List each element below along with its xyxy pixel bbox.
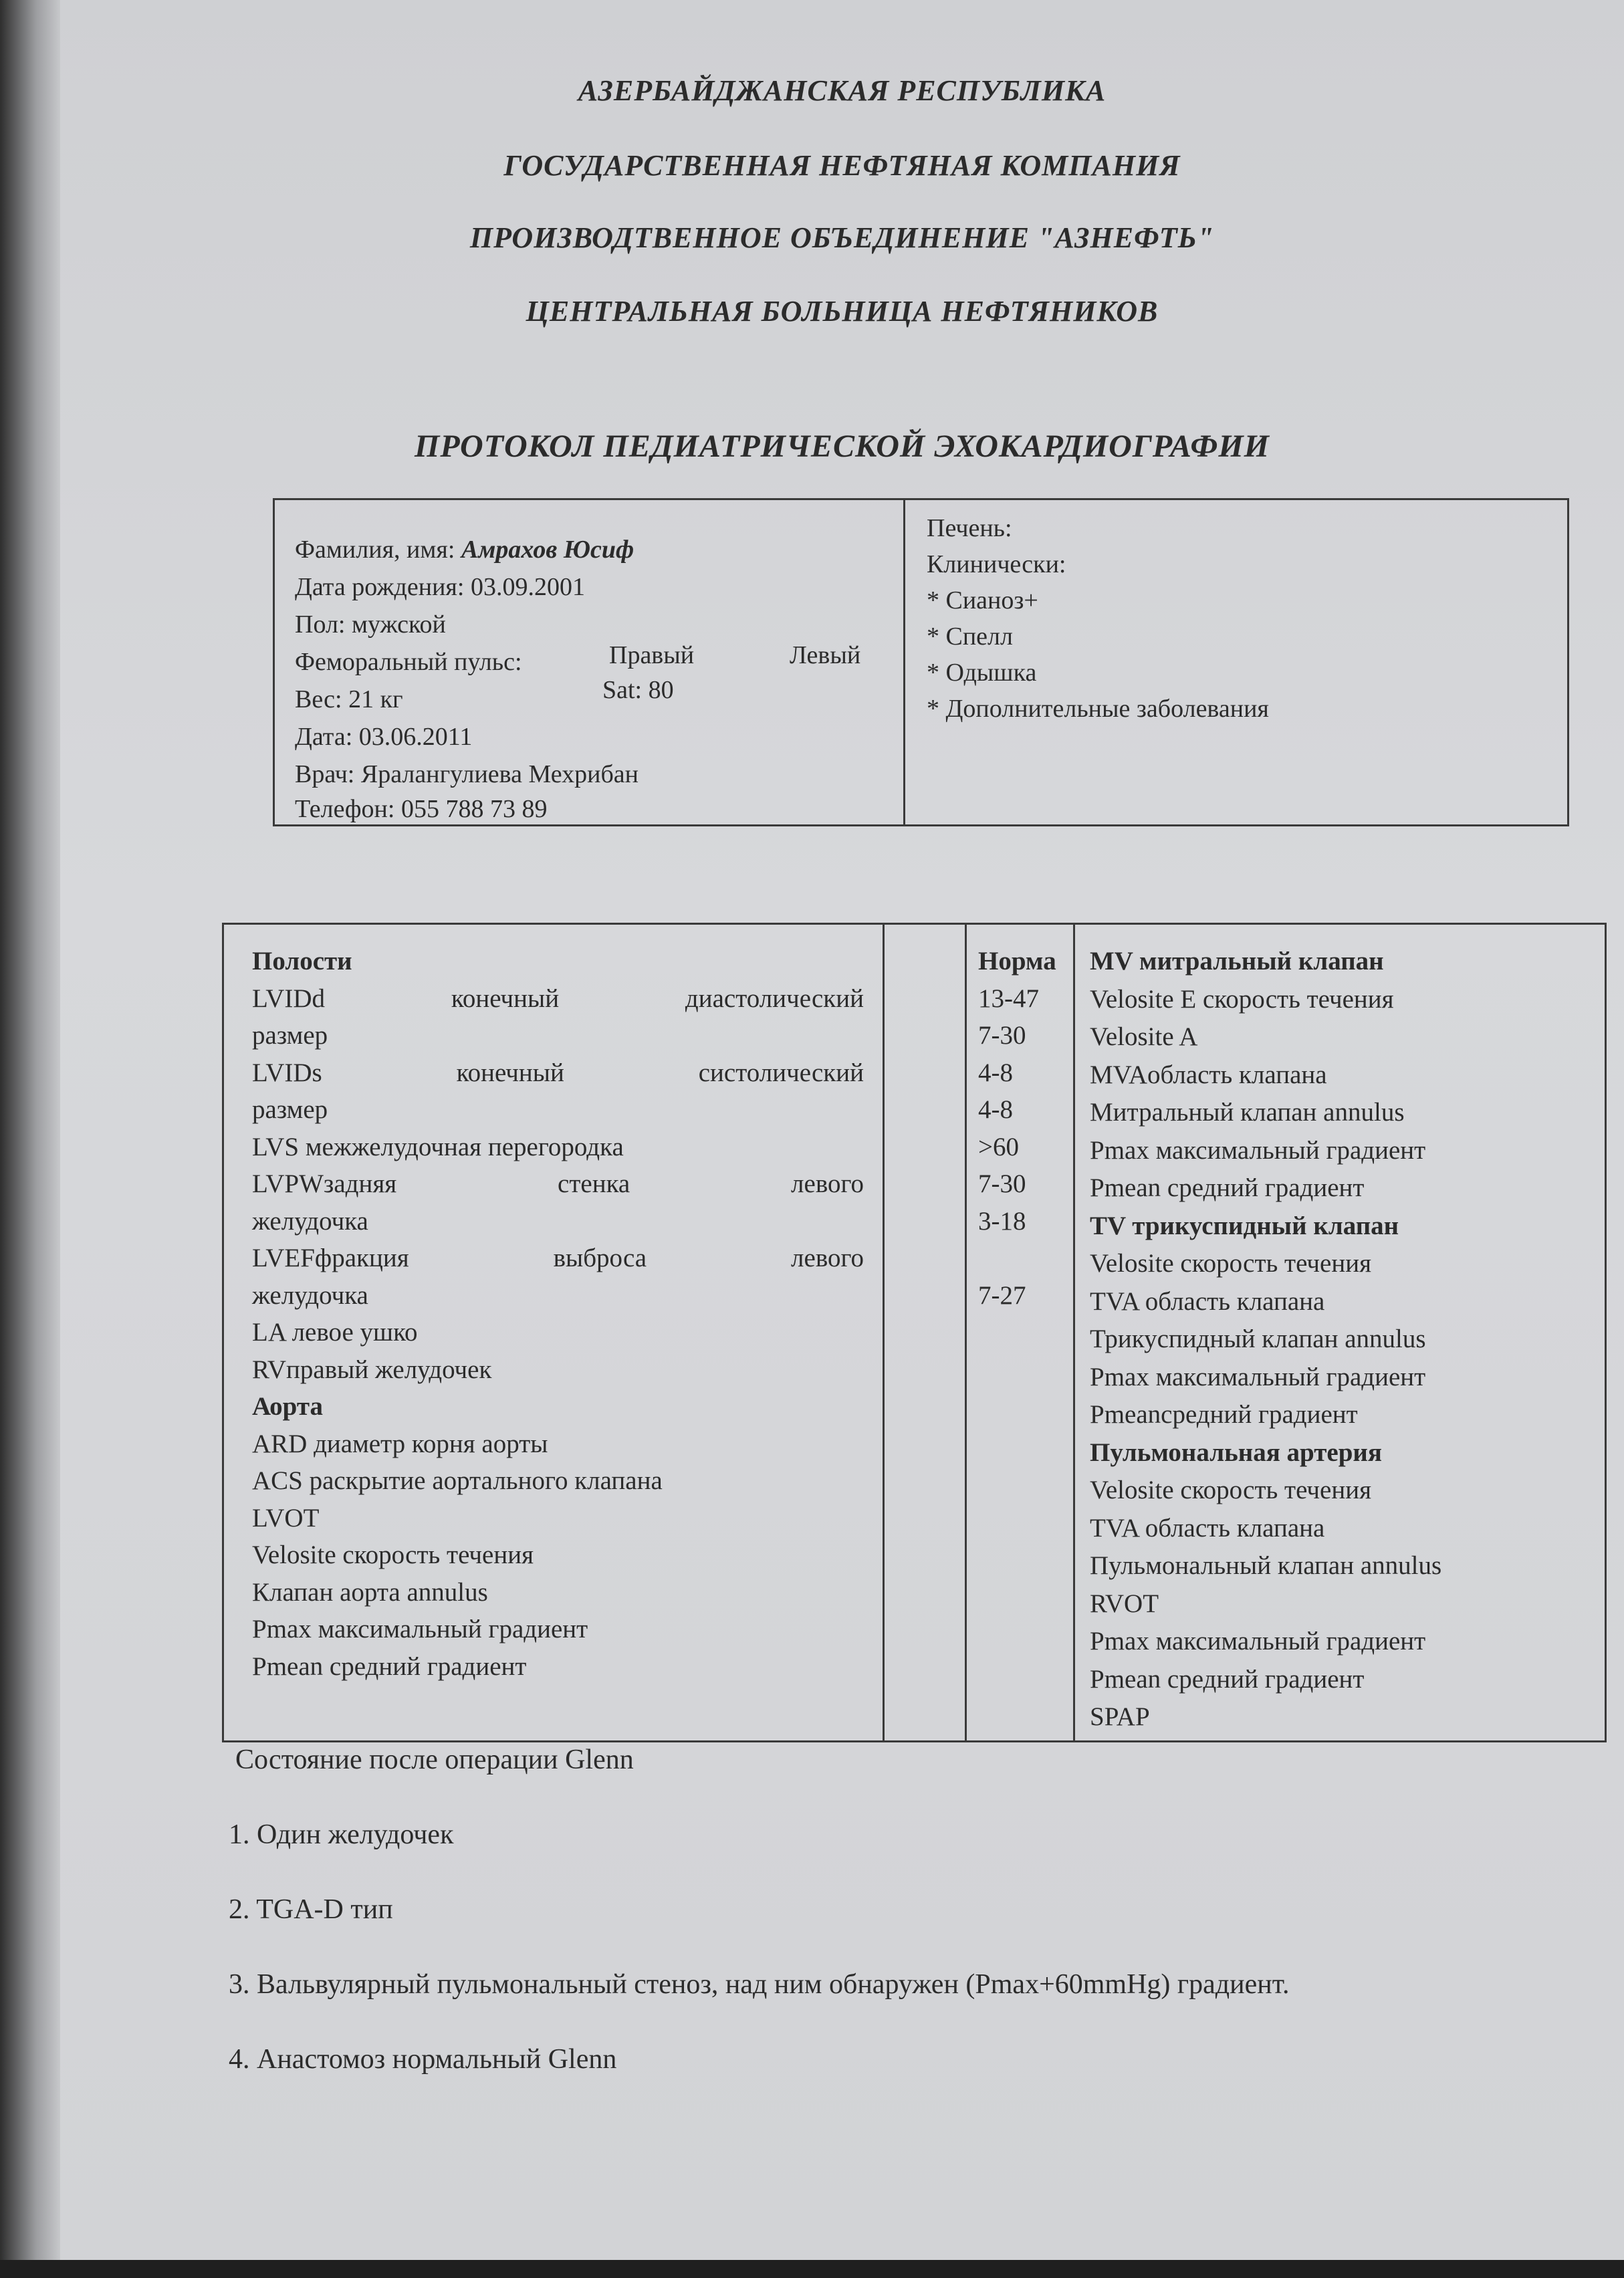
- patient-pulse-right: Правый: [609, 641, 695, 669]
- table-col-divider: [883, 925, 885, 1740]
- clinical-item: * Одышка: [927, 659, 1037, 687]
- table-row-label: LVS межжелудочная перегородка: [252, 1132, 624, 1161]
- table-section-heading: Пульмональная артерия: [1090, 1438, 1382, 1467]
- page-shadow-edge: [0, 0, 60, 2278]
- patient-sex: Пол: мужской: [295, 610, 446, 639]
- clinical-item: * Спелл: [927, 622, 1013, 651]
- norm-value: 7-30: [978, 1169, 1026, 1198]
- page-bottom-edge: [0, 2260, 1624, 2278]
- norm-value: 3-18: [978, 1206, 1026, 1236]
- table-row-label-word: LVEFфракция: [252, 1244, 409, 1272]
- table-section-heading: Аорта: [252, 1392, 323, 1421]
- echo-measurements-table: [222, 923, 1607, 1742]
- table-row-label: ACS раскрытие аортального клапана: [252, 1466, 663, 1495]
- patient-dob: Дата рождения: 03.09.2001: [295, 573, 585, 601]
- table-row-label: [252, 1243, 864, 1273]
- patient-name-label: Фамилия, имя:: [295, 536, 461, 564]
- document-page: [60, 0, 1624, 2260]
- header-hospital: ЦЕНТРАЛЬНАЯ БОЛЬНИЦА НЕФТЯНИКОВ: [526, 295, 1159, 328]
- table-row-label-word: систолический: [698, 1058, 864, 1087]
- header-country: АЗЕРБАЙДЖАНСКАЯ РЕСПУБЛИКА: [578, 74, 1107, 107]
- conclusion-intro: Состояние после операции Glenn: [235, 1744, 634, 1775]
- norm-value: 7-30: [978, 1021, 1026, 1050]
- table-row-label: [252, 1169, 864, 1199]
- table-row-label-word: конечный: [451, 984, 560, 1013]
- norm-value: 4-8: [978, 1095, 1013, 1124]
- table-row-label: RVOT: [1090, 1589, 1159, 1618]
- table-row-label-word: выброса: [553, 1244, 647, 1272]
- patient-pulse-label: Феморальный пульс:: [295, 648, 522, 676]
- table-row-label-word: стенка: [558, 1169, 630, 1198]
- patient-weight: Вес: 21 кг: [295, 685, 403, 713]
- table-row-label: Pmean средний градиент: [1090, 1173, 1365, 1202]
- conclusion-item: 4. Анастомоз нормальный Glenn: [229, 2044, 617, 2075]
- table-row-label: RVправый желудочек: [252, 1355, 492, 1384]
- norm-header: Норма: [978, 947, 1056, 976]
- table-row-label: Pmax максимальный градиент: [1090, 1627, 1426, 1656]
- clinical-label: Клинически:: [927, 550, 1066, 578]
- table-row-label: Клапан аорта annulus: [252, 1577, 488, 1607]
- table-row-label: Pmax максимальный градиент: [1090, 1362, 1426, 1391]
- table-row-label-word: LVIDd: [252, 984, 326, 1013]
- table-col-divider: [1073, 925, 1075, 1740]
- table-row-label: размер: [252, 1021, 328, 1050]
- patient-name-value: Амрахов Юсиф: [461, 536, 634, 564]
- patient-phone: Телефон: 055 788 73 89: [295, 795, 548, 823]
- table-row-label-word: LVPWзадняя: [252, 1169, 397, 1198]
- table-section-heading: Полости: [252, 947, 352, 976]
- clinical-item: * Сианоз+: [927, 586, 1038, 614]
- table-row-label: размер: [252, 1095, 328, 1124]
- table-row-label: LA левое ушко: [252, 1318, 418, 1347]
- table-row-label: Velosite скорость течения: [1090, 1249, 1372, 1278]
- table-row-label: [252, 984, 864, 1014]
- table-row-label-word: LVIDs: [252, 1058, 322, 1087]
- table-row-label: ARD диаметр корня аорты: [252, 1429, 548, 1458]
- patient-exam-date: Дата: 03.06.2011: [295, 723, 473, 751]
- patient-name: [295, 535, 634, 564]
- protocol-title: ПРОТОКОЛ ПЕДИАТРИЧЕСКОЙ ЭХОКАРДИОГРАФИИ: [415, 429, 1270, 464]
- table-row-label: Velosite скорость течения: [1090, 1476, 1372, 1504]
- table-row-label: SPAP: [1090, 1702, 1150, 1731]
- table-row-label: Пульмональный клапан annulus: [1090, 1551, 1442, 1580]
- patient-pulse-left: Левый: [790, 641, 861, 669]
- table-row-label: Pmax максимальный градиент: [1090, 1135, 1426, 1165]
- table-row-label: Трикуспидный клапан annulus: [1090, 1325, 1426, 1353]
- table-row-label-word: левого: [791, 1244, 864, 1272]
- table-row-label: Velosite скорость течения: [252, 1541, 534, 1569]
- norm-value: 7-27: [978, 1280, 1026, 1310]
- patient-sat: Sat: 80: [602, 676, 674, 704]
- table-row-label: Pmean средний градиент: [1090, 1664, 1365, 1694]
- table-row-label-word: левого: [791, 1169, 864, 1198]
- norm-value: 4-8: [978, 1058, 1013, 1087]
- table-row-label: Velosite A: [1090, 1022, 1198, 1051]
- table-row-label: LVOT: [252, 1503, 320, 1532]
- conclusion-item: 3. Вальвулярный пульмональный стеноз, над ним обнаружен (Pmax+60mmHg) градиент.: [229, 1969, 1290, 2000]
- clinical-liver: Печень:: [927, 514, 1012, 542]
- table-row-label: TVA область клапана: [1090, 1286, 1325, 1316]
- norm-value: 13-47: [978, 984, 1039, 1013]
- table-section-heading: TV трикуспидный клапан: [1090, 1211, 1399, 1240]
- table-row-label: [252, 1058, 864, 1088]
- patient-box-divider: [903, 500, 905, 824]
- clinical-item: * Дополнительные заболевания: [927, 695, 1269, 723]
- norm-value: >60: [978, 1132, 1019, 1161]
- conclusion-item: 2. TGA-D тип: [229, 1894, 393, 1925]
- patient-doctor: Врач: Яралангулиева Мехрибан: [295, 760, 639, 788]
- table-row-label: MVAобласть клапана: [1090, 1060, 1327, 1089]
- table-row-label-word: конечный: [456, 1058, 564, 1087]
- table-col-divider: [965, 925, 967, 1740]
- table-row-label: Pmax максимальный градиент: [252, 1615, 588, 1643]
- table-section-heading: MV митральный клапан: [1090, 947, 1384, 976]
- conclusion-item: 1. Один желудочек: [229, 1819, 454, 1850]
- table-row-label: Pmean средний градиент: [252, 1651, 527, 1681]
- patient-info-box: [273, 498, 1569, 826]
- table-row-label: желудочка: [252, 1206, 368, 1236]
- table-row-label: Pmeanсредний градиент: [1090, 1400, 1358, 1429]
- table-row-label: Митральный клапан annulus: [1090, 1098, 1405, 1127]
- header-company: ГОСУДАРСТВЕННАЯ НЕФТЯНАЯ КОМПАНИЯ: [503, 149, 1181, 182]
- header-association: ПРОИЗВОДТВЕННОЕ ОБЪЕДИНЕНИЕ "АЗНЕФТЬ": [469, 221, 1215, 254]
- table-row-label: Velosite E скорость течения: [1090, 984, 1394, 1014]
- table-row-label: TVA область клапана: [1090, 1513, 1325, 1543]
- table-row-label: желудочка: [252, 1280, 368, 1310]
- table-row-label-word: диастолический: [685, 984, 864, 1013]
